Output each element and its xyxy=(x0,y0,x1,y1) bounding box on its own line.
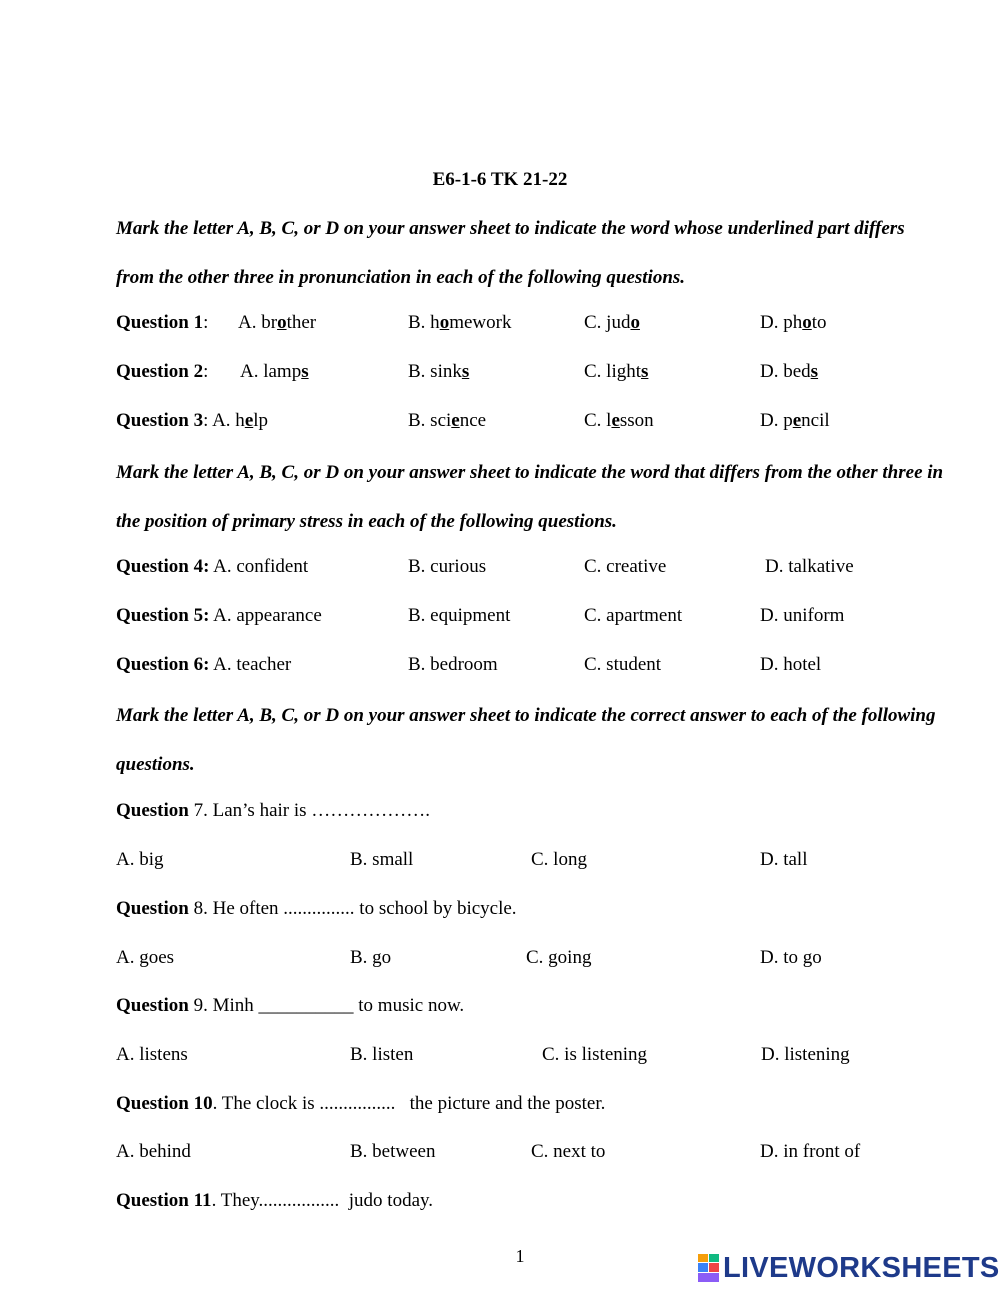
option-text: A. lamp xyxy=(240,361,302,382)
page-number: 1 xyxy=(515,1246,525,1266)
underlined-part: o xyxy=(277,312,287,333)
instruction-pronunciation: Mark the letter A, B, C, or D on your answer sheet to indicate the word whose underlined part differs from the other three in pronunciation in each of the following questions. xyxy=(116,218,905,288)
option-text: D. ph xyxy=(760,312,803,333)
liveworksheets-logo[interactable] xyxy=(698,1251,1000,1285)
question-label: Question 11 xyxy=(116,1190,212,1211)
option-b[interactable] xyxy=(408,410,486,432)
underlined-part[interactable]: e xyxy=(244,410,254,431)
question-9 xyxy=(116,995,464,1021)
question-label: Question xyxy=(116,995,189,1016)
option-text: ther xyxy=(286,312,317,333)
option-d[interactable]: D. tall xyxy=(760,849,808,870)
question-text: 9. Minh __________ to music now. xyxy=(188,995,465,1016)
option-text: D. p xyxy=(760,410,793,431)
option-text: C. light xyxy=(584,361,642,382)
question-6 xyxy=(116,654,291,680)
option-d[interactable]: D. talkative xyxy=(765,556,854,577)
option-a[interactable] xyxy=(240,361,309,383)
option-a[interactable] xyxy=(238,312,316,334)
option-text: C. jud xyxy=(584,312,631,333)
option-b[interactable]: B. go xyxy=(350,947,392,968)
option-c[interactable] xyxy=(584,410,654,432)
option-text: A. br xyxy=(238,312,278,333)
question-label: Question xyxy=(116,800,189,821)
option-b[interactable] xyxy=(408,361,469,383)
question-text: 8. He often ............... to school by bicycle. xyxy=(188,898,517,919)
option-a[interactable]: A. appearance xyxy=(213,605,322,626)
underlined-part: e xyxy=(792,410,802,431)
question-8 xyxy=(116,898,517,924)
option-b[interactable]: B. curious xyxy=(408,556,487,577)
option-text: to xyxy=(811,312,827,333)
option-d[interactable]: D. listening xyxy=(761,1044,850,1065)
question-3 xyxy=(116,410,268,436)
question-1 xyxy=(116,312,208,338)
underlined-part: e xyxy=(611,410,620,431)
underlined-part: o xyxy=(802,312,812,333)
question-text: . They................. judo today. xyxy=(211,1190,434,1211)
question-2 xyxy=(116,361,208,387)
logo-text: LIVEWORKSHEETS xyxy=(723,1251,1000,1284)
option-b[interactable]: B. listen xyxy=(350,1044,414,1065)
instruction-stress: Mark the letter A, B, C, or D on your answer sheet to indicate the word that differs from the other three in the position of primary stress in each of the following questions. xyxy=(116,462,944,532)
question-label: Question 4: xyxy=(116,556,210,577)
option-text: sson xyxy=(619,410,654,431)
question-11 xyxy=(116,1190,433,1216)
question-label: Question 2 xyxy=(116,361,204,382)
question-label: Question 1 xyxy=(116,312,204,333)
option-text: nce xyxy=(459,410,487,431)
question-10 xyxy=(116,1093,605,1119)
question-label: Question 5: xyxy=(116,605,210,626)
option-c[interactable]: C. next to xyxy=(531,1141,606,1162)
underlined-part: e xyxy=(451,410,460,431)
option-c[interactable]: C. is listening xyxy=(542,1044,648,1065)
option-c[interactable]: C. apartment xyxy=(584,605,683,626)
option-d[interactable]: D. to go xyxy=(760,947,822,968)
question-7 xyxy=(116,800,430,826)
option-c[interactable]: C. long xyxy=(531,849,587,870)
underlined-part: o xyxy=(439,312,450,333)
option-a[interactable]: A. confident xyxy=(213,556,309,577)
option-b[interactable] xyxy=(408,312,511,334)
option-text: B. sci xyxy=(408,410,452,431)
option-c[interactable] xyxy=(584,312,640,334)
option-b[interactable]: B. between xyxy=(350,1141,436,1162)
logo-blocks-icon xyxy=(698,1254,720,1282)
option-text: B. h xyxy=(408,312,440,333)
option-c[interactable]: C. creative xyxy=(584,556,667,577)
question-label: Question 10 xyxy=(116,1093,213,1114)
option-a[interactable]: A. teacher xyxy=(213,654,292,675)
option-b[interactable]: B. equipment xyxy=(408,605,511,626)
question-label: Question 3 xyxy=(116,410,204,431)
option-d[interactable] xyxy=(760,410,830,432)
option-text: D. bed xyxy=(760,361,811,382)
question-separator: : A. h xyxy=(203,410,245,431)
instruction-correct-answer: Mark the letter A, B, C, or D on your answer sheet to indicate the correct answer to each of the following questions. xyxy=(116,705,936,775)
option-d[interactable] xyxy=(760,361,818,383)
option-text: C. l xyxy=(584,410,612,431)
option-text: mework xyxy=(449,312,512,333)
option-text: B. sink xyxy=(408,361,462,382)
option-a[interactable]: A. big xyxy=(116,849,164,870)
question-text: . The clock is ................ the picture and the poster. xyxy=(212,1093,606,1114)
option-d[interactable]: D. hotel xyxy=(760,654,822,675)
question-text: 7. Lan’s hair is ………………. xyxy=(188,800,431,821)
option-a[interactable]: A. goes xyxy=(116,947,175,968)
question-separator: : xyxy=(203,312,209,333)
option-text: lp xyxy=(253,410,269,431)
question-label: Question 6: xyxy=(116,654,210,675)
option-text: ncil xyxy=(801,410,830,431)
option-c[interactable]: C. student xyxy=(584,654,662,675)
option-c[interactable]: C. going xyxy=(526,947,592,968)
underlined-part: s xyxy=(810,361,819,382)
underlined-part: s xyxy=(301,361,309,382)
option-c[interactable] xyxy=(584,361,648,383)
option-d[interactable]: D. in front of xyxy=(760,1141,861,1162)
document-title: E6-1-6 TK 21-22 xyxy=(432,169,568,190)
underlined-part: s xyxy=(641,361,649,382)
option-a[interactable]: A. behind xyxy=(116,1141,191,1162)
question-5 xyxy=(116,605,322,631)
question-label: Question xyxy=(116,898,189,919)
option-a[interactable]: A. listens xyxy=(116,1044,188,1065)
underlined-part: o xyxy=(630,312,640,333)
option-d[interactable]: D. uniform xyxy=(760,605,845,626)
underlined-part: s xyxy=(461,361,470,382)
question-4 xyxy=(116,556,308,582)
question-separator: : xyxy=(203,361,209,382)
option-d[interactable] xyxy=(760,312,827,334)
option-b[interactable]: B. small xyxy=(350,849,414,870)
option-b[interactable]: B. bedroom xyxy=(408,654,498,675)
